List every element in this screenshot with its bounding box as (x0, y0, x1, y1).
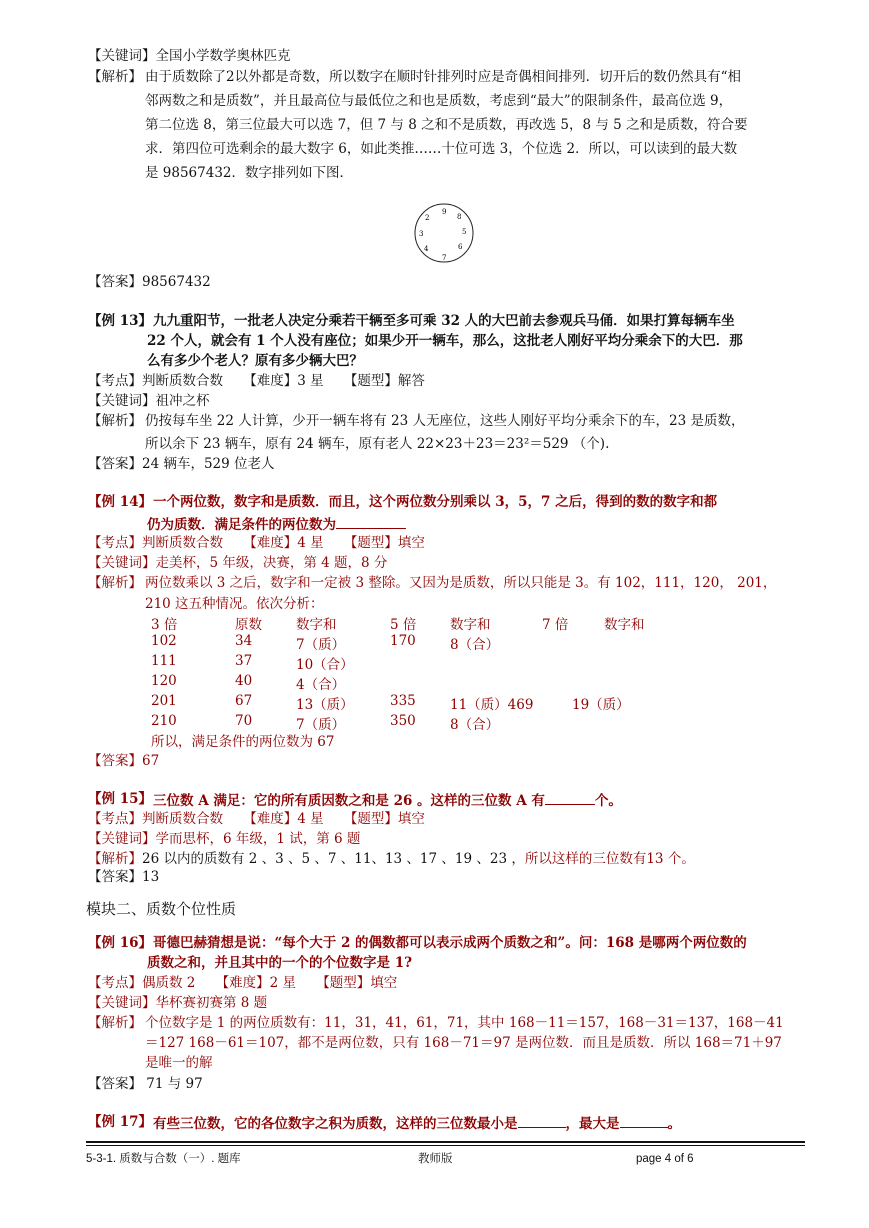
analysis-label: 【解析】 (88, 575, 142, 591)
table-cell: 335 (390, 693, 416, 709)
question-line: 22 个人，就会有 1 个人没有座位；如果少开一辆车，那么，这批老人刚好平均分乘余下的大巴．那 (147, 333, 743, 349)
table-cell: 7（质） (296, 717, 346, 733)
question-text: 。 (667, 1116, 681, 1132)
analysis-line (88, 850, 695, 868)
analysis-text: 所以这样的三位数有13 个。 (524, 851, 695, 867)
answer-line: 【答案】24 辆车，529 位老人 (88, 456, 275, 472)
table-cell: 37 (235, 653, 253, 669)
footer-rule-thin (86, 1145, 805, 1146)
digit-circle-figure (413, 202, 475, 264)
circle-digit: 2 (425, 214, 430, 222)
circle-digit: 3 (419, 230, 424, 238)
analysis-line: 由于质数除了2以外都是奇数，所以数字在顺时针排列时应是奇偶相间排列．切开后的数仍然具有“相 (145, 69, 741, 85)
answer-blank-max[interactable] (620, 1113, 668, 1128)
question-line: 么有多少个老人？原有多少辆大巴？ (147, 353, 363, 369)
analysis-text: 26 以内的质数有 2 、3 、5 、7 、11、13 、17 、19 、23 ， (142, 851, 525, 867)
table-header: 原数 (235, 617, 262, 633)
table-cell: 170 (390, 633, 416, 649)
question-text: 个。 (594, 793, 622, 809)
example-label: 【例 14】 (88, 494, 152, 510)
table-cell: 102 (151, 633, 177, 649)
table-cell: 70 (235, 713, 253, 729)
analysis-line: 是唯一的解 (145, 1055, 213, 1071)
circle-digit: 8 (457, 213, 462, 221)
table-cell: 19（质） (572, 697, 630, 713)
table-cell: 350 (390, 713, 416, 729)
table-cell: 13（质） (296, 697, 354, 713)
question-text: 三位数 A 满足：它的所有质因数之和是 26 。这样的三位数 A 有 (153, 793, 545, 809)
footer-rule-thick (86, 1141, 805, 1143)
analysis-label: 【解析】 (88, 413, 142, 429)
analysis-line: 仍按每车坐 22 人计算，少开一辆车将有 23 人无座位，这些人刚好平均分乘余下的车，23 是质数， (145, 413, 745, 429)
question-line (153, 1113, 681, 1133)
analysis-line: 求．第四位可选剩余的最大数字 6，如此类推……十位可选 3，个位选 2．所以，可以读到的最大数 (145, 141, 738, 157)
table-cell: 210 (151, 713, 177, 729)
table-header: 数字和 (604, 617, 645, 633)
question-line: 九九重阳节，一批老人决定分乘若干辆至多可乘 32 人的大巴前去参观兵马俑．如果打算每辆车坐 (153, 313, 735, 329)
answer-line: 【答案】13 (88, 869, 160, 885)
answer-blank-min[interactable] (518, 1113, 566, 1128)
question-line: 质数之和，并且其中的一个的个位数字是 1? (147, 955, 413, 971)
footer-page: page 4 of 6 (636, 1153, 694, 1165)
question-line: 一个两位数，数字和是质数．而且，这个两位数分别乘以 3，5，7 之后，得到的数的数字和都 (153, 494, 718, 510)
analysis-line: ＝127 168－61＝107，都不是两位数，只有 168－71＝97 是两位数．而且是质数．所以 168＝71＋97 (145, 1035, 782, 1051)
table-cell: 40 (235, 673, 253, 689)
table-cell: 67 (235, 693, 253, 709)
points-line: 【考点】判断质数合数 【难度】4 星 【题型】填空 (88, 535, 425, 551)
example-label: 【例 16】 (88, 935, 152, 951)
circle-digit: 9 (442, 208, 447, 216)
example-label: 【例 15】 (88, 791, 152, 807)
table-cell: 8（合） (450, 637, 500, 653)
question-line (153, 790, 622, 810)
example-label: 【例 13】 (88, 313, 152, 329)
circle-digit: 4 (424, 245, 429, 253)
analysis-line: 邻两数之和是质数”，并且最高位与最低位之和也是质数，考虑到“最大”的限制条件，最高位选 9， (145, 93, 733, 109)
table-cell: 34 (235, 633, 253, 649)
table-cell: 111 (151, 653, 177, 669)
answer-blank[interactable] (336, 514, 406, 529)
circle-digit: 7 (442, 254, 447, 262)
question-text: 有些三位数，它的各位数字之积为质数，这样的三位数最小是 (153, 1116, 518, 1132)
analysis-line: 两位数乘以 3 之后，数字和一定被 3 整除。又因为是质数，所以只能是 3。有 102，111，120， 201， (145, 575, 777, 591)
circle-digit: 6 (458, 243, 463, 251)
table-header: 数字和 (450, 617, 491, 633)
table-header: 数字和 (296, 617, 337, 633)
table-cell: 201 (151, 693, 177, 709)
keyword-line: 【关键词】全国小学数学奥林匹克 (88, 48, 291, 64)
conclusion-line: 所以，满足条件的两位数为 67 (151, 734, 335, 750)
points-line: 【考点】偶质数 2 【难度】2 星 【题型】填空 (88, 975, 398, 991)
analysis-line: 第二位选 8，第三位最大可以选 7，但 7 与 8 之和不是质数，再改选 5，8 与 5 之和是质数，符合要 (145, 117, 748, 133)
question-text: 仍为质数．满足条件的两位数为 (147, 517, 336, 533)
table-cell: 120 (151, 673, 177, 689)
question-text: ，最大是 (565, 1116, 620, 1132)
answer-line: 【答案】98567432 (88, 274, 211, 290)
points-line: 【考点】判断质数合数 【难度】3 星 【题型】解答 (88, 373, 425, 389)
table-cell: 11（质）469 (450, 697, 534, 713)
analysis-line: 210 这五种情况。依次分析： (145, 596, 324, 612)
circle-digit: 5 (462, 228, 467, 236)
table-cell: 7（质） (296, 637, 346, 653)
example-label: 【例 17】 (88, 1114, 152, 1130)
keyword-line: 【关键词】走美杯，5 年级，决赛，第 4 题，8 分 (88, 555, 388, 571)
answer-blank[interactable] (545, 790, 595, 805)
section-heading: 模块二、质数个位性质 (86, 900, 237, 918)
analysis-label: 【解析】 (88, 1015, 142, 1031)
keyword-line: 【关键词】祖冲之杯 (88, 393, 210, 409)
footer-center: 教师版 (418, 1153, 453, 1165)
table-header: 7 倍 (542, 617, 569, 633)
question-line: 哥德巴赫猜想是说：“每个大于 2 的偶数都可以表示成两个质数之和”。问：168 是哪两个两位数的 (153, 935, 747, 951)
analysis-line: 是 98567432．数字排列如下图． (145, 165, 354, 181)
analysis-line: 个位数字是 1 的两位质数有：11，31，41，61，71，其中 168－11＝157，168－31＝137，168－41 (145, 1015, 784, 1031)
keyword-line: 【关键词】华杯赛初赛第 8 题 (88, 995, 268, 1011)
analysis-label: 【解析】 (88, 851, 142, 867)
footer-left: 5-3-1. 质数与合数（一）. 题库 (86, 1153, 241, 1165)
table-cell: 4（合） (296, 677, 346, 693)
keyword-line: 【关键词】学而思杯，6 年级，1 试，第 6 题 (88, 831, 361, 847)
answer-line: 【答案】67 (88, 753, 160, 769)
answer-line: 【答案】 71 与 97 (88, 1076, 203, 1092)
analysis-line: 所以余下 23 辆车，原有 24 辆车，原有老人 22×23＋23＝23²＝529 （个). (145, 436, 610, 452)
table-header: 3 倍 (151, 617, 178, 633)
points-line: 【考点】判断质数合数 【难度】4 星 【题型】填空 (88, 811, 425, 827)
table-cell: 8（合） (450, 717, 500, 733)
table-cell: 10（合） (296, 657, 354, 673)
question-line (147, 514, 406, 534)
table-header: 5 倍 (390, 617, 417, 633)
analysis-label: 【解析】 (88, 69, 142, 85)
